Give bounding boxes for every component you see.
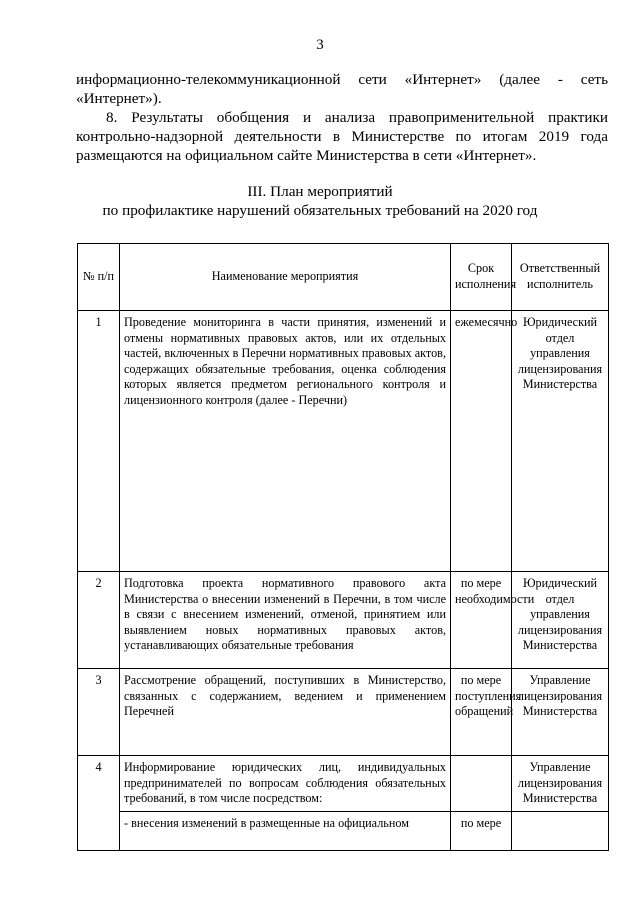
cell-term — [451, 756, 512, 812]
page-number: 3 — [316, 37, 324, 53]
table-row — [78, 756, 609, 812]
paragraph-8: 8. Результаты обобщения и анализа правоприменительной практики контрольно-надзорной деятельности в Министерстве по итогам 2019 года размещаются на официальном сайте Министерства в сети «Интернет». — [76, 109, 608, 164]
cell-responsible: Юридический отдел управления лицензирования Министерства — [512, 572, 609, 669]
cell-responsible — [512, 811, 609, 850]
table-row — [78, 572, 609, 669]
cell-term: по мере — [451, 811, 512, 850]
cell-num: 4 — [78, 756, 120, 851]
cell-term: по мере необходимости — [451, 572, 512, 669]
header-name: Наименование мероприятия — [120, 244, 451, 311]
section-subtitle: по профилактике нарушений обязательных требований на 2020 год — [102, 202, 538, 219]
intro-line-2: «Интернет»). — [76, 90, 162, 107]
cell-num: 1 — [78, 311, 120, 572]
header-term: Срок исполнения — [451, 244, 512, 311]
cell-responsible: Юридический отдел управления лицензирования Министерства — [512, 311, 609, 572]
header-responsible: Ответственный исполнитель — [512, 244, 609, 311]
cell-num: 2 — [78, 572, 120, 669]
cell-responsible: Управление лицензирования Министерства — [512, 669, 609, 756]
intro-text — [76, 70, 608, 165]
section-heading — [0, 182, 640, 220]
cell-name: - внесения изменений в размещенные на официальном — [120, 811, 451, 850]
cell-responsible: Управление лицензирования Министерства — [512, 756, 609, 812]
cell-name: Информирование юридических лиц, индивидуальных предпринимателей по вопросам соблюдения обязательных требований, в том числе посредством: — [120, 756, 451, 812]
cell-term: по мере поступления обращений — [451, 669, 512, 756]
section-title: III. План мероприятий — [247, 183, 393, 200]
cell-name: Подготовка проекта нормативного правового акта Министерства о внесении изменений в Перечни, в том числе в связи с внесением изменений, отменой, принятием или выявлением новых нормативных правовых актов, устанавливающих обязательные требования — [120, 572, 451, 669]
plan-table — [77, 243, 609, 851]
cell-name: Проведение мониторинга в части принятия, изменений и отмены нормативных правовых актов, или их отдельных частей, включенных в Перечни нормативных правовых актов, содержащих обязательные требования, оценка соблюдения которых является предметом регионального контроля и лицензионного контроля (далее - Перечни) — [120, 311, 451, 572]
cell-term: ежемесячно — [451, 311, 512, 572]
cell-num: 3 — [78, 669, 120, 756]
table-row — [78, 669, 609, 756]
cell-name: Рассмотрение обращений, поступивших в Министерство, связанных с содержанием, ведением и применением Перечней — [120, 669, 451, 756]
intro-line-1: информационно-телекоммуникационной сети «Интернет» (далее - сеть — [76, 71, 608, 88]
table-row — [78, 311, 609, 572]
table-row — [78, 811, 609, 850]
table-header-row — [78, 244, 609, 311]
header-num: № п/п — [78, 244, 120, 311]
